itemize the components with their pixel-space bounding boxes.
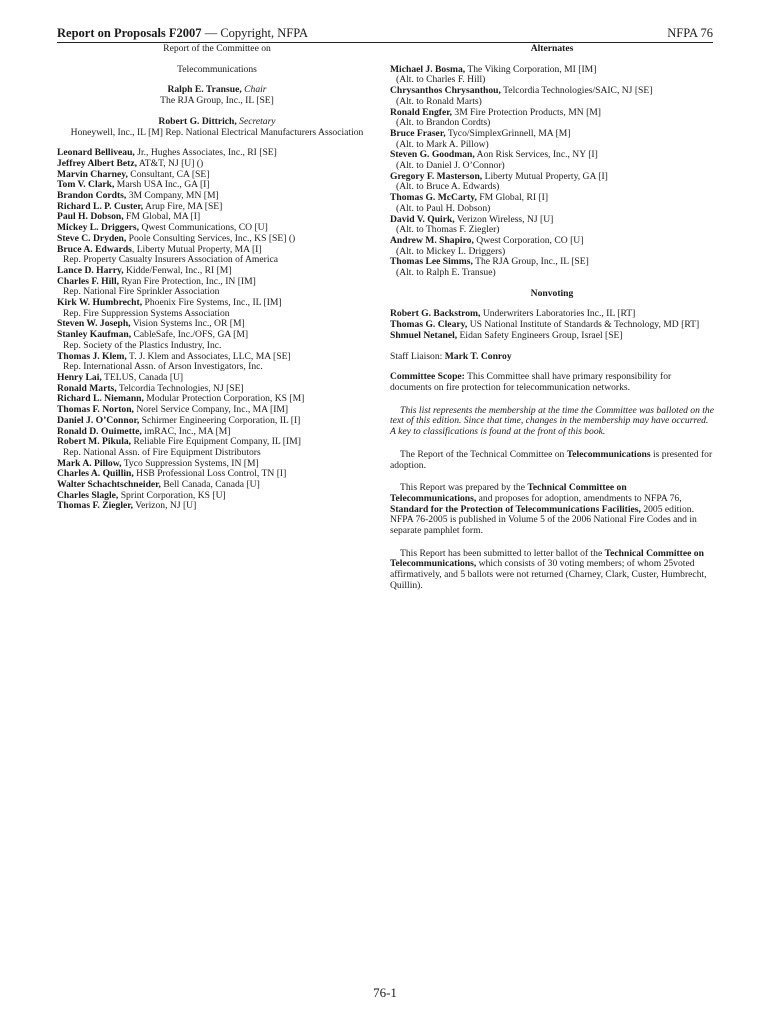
member-affiliation: Verizon, NJ [U] [133, 500, 197, 512]
report-para-2-a: This Report was prepared by the [400, 482, 528, 494]
report-para-2-b: Technical Committee on Telecommunications, [390, 482, 627, 504]
member-name: Richard L. P. Custer, [57, 200, 144, 212]
member-affiliation: Sprint Corporation, KS [U] [118, 489, 226, 501]
report-para-2-e: 2005 edition. NFPA 76-2005 is published in Volume 5 of the 2006 National Fire Codes and in separate pamphlet form. [390, 503, 697, 537]
alternate-name: Ronald Engfer, [390, 106, 453, 118]
member-affiliation: AT&T, NJ [U] () [137, 157, 204, 169]
member-affiliation: Vision Systems Inc., OR [M] [130, 318, 245, 330]
alternate-affiliation: Telcordia Technologies/SAIC, NJ [SE] [500, 85, 653, 97]
header-standard: NFPA 76 [667, 26, 713, 40]
alternate-affiliation: Aon Risk Services, Inc., NY [I] [474, 149, 598, 161]
alternate-name: Steven G. Goodman, [390, 149, 475, 161]
scope-text: This Committee shall have primary responsibility for documents on fire protection for telecommunication networks. [390, 371, 672, 393]
secretary-name: Robert G. Dittrich, [158, 115, 237, 127]
member-affiliation: FM Global, MA [I] [123, 211, 201, 223]
member-name: Kirk W. Humbrecht, [57, 297, 143, 309]
member-affiliation: Qwest Communications, CO [U] [139, 222, 268, 234]
alternate-rep: (Alt. to Ralph E. Transue) [396, 267, 496, 279]
report-para-1-b: Telecommunications [566, 448, 651, 460]
member [57, 501, 377, 512]
nonvoting-member-affiliation: US National Institute of Standards & Technology, MD [RT] [467, 319, 700, 331]
member-name: Thomas F. Ziegler, [57, 500, 134, 512]
left-column [57, 44, 377, 512]
nonvoting-heading: Nonvoting [530, 287, 574, 299]
member-affiliation: Kidde/Fenwal, Inc., RI [M] [123, 264, 232, 276]
alternate-affiliation: FM Global, RI [I] [476, 192, 549, 204]
page-number: 76-1 [373, 985, 397, 1000]
member-affiliation: Arup Fire, MA [SE] [143, 200, 223, 212]
member-name: Henry Lai, [57, 371, 102, 383]
alternate-name: Andrew M. Shapiro, [390, 234, 474, 246]
alternate-name: Michael J. Bosma, [390, 63, 466, 75]
member-name: Mark A. Pillow, [57, 457, 122, 469]
member-affiliation: TELUS, Canada [U] [101, 371, 184, 383]
alternate-affiliation: Liberty Mutual Property, GA [I] [482, 170, 608, 182]
chair-title: Chair [241, 84, 267, 96]
alternate-affiliation: The RJA Group, Inc., IL [SE] [472, 256, 589, 268]
alternate-rep: (Alt. to Ronald Marts) [396, 95, 482, 107]
alternate-rep: (Alt. to Charles F. Hill) [396, 74, 486, 86]
committee-name: Telecommunications [177, 63, 257, 75]
header-title-bold: Report on Proposals F2007 [57, 26, 202, 40]
member-affiliation: Modular Protection Corporation, KS [M] [143, 393, 305, 405]
member-name: Charles F. Hill, [57, 275, 120, 287]
alternate-name: Thomas G. McCarty, [390, 192, 477, 204]
alternate-affiliation: Qwest Corporation, CO [U] [473, 234, 584, 246]
alternate-affiliation: Tyco/SimplexGrinnell, MA [M] [445, 127, 571, 139]
member-name: Ronald Marts, [57, 382, 117, 394]
member-name: Thomas J. Klem, [57, 350, 127, 362]
member-rep: Rep. International Assn. of Arson Investigators, Inc. [63, 361, 263, 373]
alternate-rep: (Alt. to Daniel J. O’Connor) [396, 160, 505, 172]
member-affiliation: Ryan Fire Protection, Inc., IN [IM] [119, 275, 256, 287]
staff-liaison [390, 352, 714, 363]
report-para-1-c: is presented for adoption. [390, 448, 713, 471]
report-para-2-c: and proposes for adoption, amendments to NFPA 76, [476, 492, 682, 504]
chair-name: Ralph E. Transue, [167, 84, 242, 96]
member-name: Robert M. Pikula, [57, 436, 132, 448]
member-name: Leonard Belliveau, [57, 147, 135, 159]
secretary [57, 117, 377, 128]
nonvoting-member-affiliation: Eidan Safety Engineers Group, Israel [SE] [457, 329, 623, 341]
member-affiliation: Phoenix Fire Systems, Inc., IL [IM] [142, 297, 282, 309]
member-affiliation: , Liberty Mutual Property, MA [I] [131, 243, 262, 255]
member-name: Stanley Kaufman, [57, 329, 132, 341]
member-name: Thomas F. Norton, [57, 404, 134, 416]
member-name: Richard L. Niemann, [57, 393, 144, 405]
nonvoting-member-name: Shmuel Netanel, [390, 329, 458, 341]
member-affiliation: Norel Service Company, Inc., MA [IM] [133, 404, 289, 416]
member-affiliation: Marsh USA Inc., GA [I] [114, 179, 210, 191]
alternate-rep: (Alt. to Brandon Cordts) [396, 117, 491, 129]
secretary-title: Secretary [236, 115, 276, 127]
header-rule [57, 42, 713, 43]
member-name: Mickey L. Driggers, [57, 222, 140, 234]
running-header [57, 26, 713, 42]
member-name: Ronald D. Ouimette, [57, 425, 142, 437]
alternate-name: Chrysanthos Chrysanthou, [390, 85, 501, 97]
alternate-rep: (Alt. to Paul H. Dobson) [396, 202, 491, 214]
report-para-1 [390, 450, 714, 471]
report-para-1-a: The Report of the Technical Committee on [400, 448, 567, 460]
alternate-name: Bruce Fraser, [390, 127, 446, 139]
member-affiliation: Telcordia Technologies, NJ [SE] [116, 382, 244, 394]
nonvoting-member-affiliation: Underwriters Laboratories Inc., IL [RT] [480, 308, 636, 320]
report-para-3-b: Technical Committee on Telecommunications, [390, 547, 704, 570]
alternate-name: Thomas Lee Simms, [390, 256, 473, 268]
member-list [57, 148, 377, 512]
nonvoting-member-name: Thomas G. Cleary, [390, 319, 468, 331]
member-affiliation: Consultant, CA [SE] [127, 168, 210, 180]
nonvoting-member [390, 331, 714, 342]
member-rep: Rep. Fire Suppression Systems Association [63, 307, 230, 319]
member-affiliation: Tyco Suppression Systems, IN [M] [121, 457, 259, 469]
member-name: Charles Slagle, [57, 489, 119, 501]
committee-scope [390, 372, 714, 393]
committee-heading: Report of the Committee on [163, 43, 271, 54]
alternate-rep: (Alt. to Bruce A. Edwards) [396, 181, 500, 193]
member-affiliation: Poole Consulting Services, Inc., KS [SE] () [126, 232, 296, 244]
staff-label: Staff Liaison: [390, 350, 445, 362]
header-title [57, 26, 308, 41]
member-affiliation: imRAC, Inc., MA [M] [141, 425, 231, 437]
member-affiliation: 3M Company, MN [M] [126, 190, 219, 202]
alternate-rep: (Alt. to Thomas F. Ziegler) [396, 224, 500, 236]
report-para-2 [390, 483, 714, 537]
alternate-rep: (Alt. to Mark A. Pillow) [396, 138, 489, 150]
member-affiliation: Jr., Hughes Associates, Inc., RI [SE] [134, 147, 277, 159]
secretary-org: Honeywell, Inc., IL [M] Rep. National Electrical Manufacturers Association [70, 126, 364, 138]
alternate-affiliation: 3M Fire Protection Products, MN [M] [452, 106, 601, 118]
member-name: Lance D. Harry, [57, 264, 124, 276]
member-name: Walter Schachtschneider, [57, 479, 161, 491]
alternate-list [390, 65, 714, 279]
member-name: Charles A. Quillin, [57, 468, 134, 480]
member-name: Tom V. Clark, [57, 179, 115, 191]
member-name: Jeffrey Albert Betz, [57, 157, 138, 169]
member-affiliation: T. J. Klem and Associates, LLC, MA [SE] [126, 350, 291, 362]
membership-note: This list represents the membership at the time the Committee was balloted on the text of this edition. Since that time, changes in the membership may have occurred. A key to classifications is found at the front of this book. [390, 404, 714, 438]
alternate-affiliation: The Viking Corporation, MI [IM] [465, 63, 597, 75]
member-rep: Rep. National Fire Sprinkler Association [63, 286, 220, 298]
alternate-affiliation: Verizon Wireless, NJ [U] [454, 213, 554, 225]
alternate-name: Gregory F. Masterson, [390, 170, 483, 182]
member-name: Steve C. Dryden, [57, 232, 127, 244]
member-affiliation: CableSafe, Inc./OFS, GA [M] [131, 329, 249, 341]
nonvoting-member-name: Robert G. Backstrom, [390, 308, 481, 320]
staff-name: Mark T. Conroy [444, 350, 512, 362]
report-para-2-d: Standard for the Protection of Telecommunications Facilities, [390, 503, 641, 515]
right-column [390, 44, 714, 592]
member-rep: Rep. Property Casualty Insurers Association of America [63, 254, 279, 266]
alternates-heading: Alternates [530, 43, 574, 54]
chair-org: The RJA Group, Inc., IL [SE] [160, 95, 274, 107]
member-name: Brandon Cordts, [57, 190, 127, 202]
scope-label: Committee Scope: [390, 371, 465, 383]
report-para-3-c: which consists of 30 voting members; of whom 25voted affirmatively, and 5 ballots were not returned (Charney, Clark, Custer, Humbrecht, Quillin). [390, 558, 707, 591]
nonvoting-list [390, 309, 714, 341]
member-name: Paul H. Dobson, [57, 211, 124, 223]
report-para-3-a: This Report has been submitted to letter ballot of the [400, 547, 605, 559]
member-affiliation: HSB Professional Loss Control, TN [I] [133, 468, 287, 480]
member-affiliation: Reliable Fire Equipment Company, IL [IM] [131, 436, 301, 448]
member-rep: Rep. National Assn. of Fire Equipment Distributors [63, 446, 261, 458]
member-name: Marvin Charney, [57, 168, 128, 180]
alternate-rep: (Alt. to Mickey L. Driggers) [396, 245, 506, 257]
member-rep: Rep. Society of the Plastics Industry, Inc. [63, 339, 222, 351]
report-para-3 [390, 549, 714, 592]
member-name: Bruce A. Edwards [57, 243, 132, 255]
member-affiliation: Bell Canada, Canada [U] [160, 479, 260, 491]
member-name: Steven W. Joseph, [57, 318, 131, 330]
member-name: Daniel J. O’Connor, [57, 414, 140, 426]
header-title-rest: — Copyright, NFPA [201, 26, 309, 40]
alternate-name: David V. Quirk, [390, 213, 455, 225]
member-affiliation: Schirmer Engineering Corporation, IL [I] [139, 414, 301, 426]
